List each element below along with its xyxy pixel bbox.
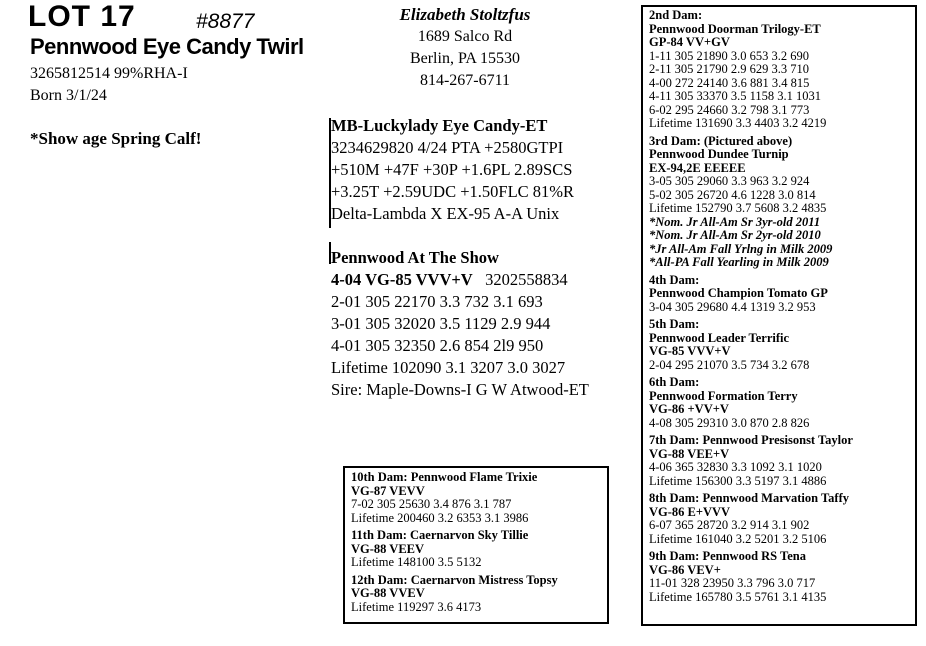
consignor-name: Elizabeth Stoltzfus: [399, 5, 531, 24]
pedigree-line: 6th Dam:: [649, 375, 700, 389]
sire-line: Delta-Lambda X EX-95 A-A Unix: [331, 204, 560, 223]
pedigree-line: VG-86 VEV+: [649, 562, 721, 577]
pedigree-line: 2-11 305 21790 2.9 629 3.3 710: [649, 62, 809, 76]
pedigree-entry: [649, 492, 853, 546]
pedigree-entry: [649, 135, 853, 270]
pedigree-line: 7th Dam: Pennwood Presisonst Taylor: [649, 433, 853, 447]
show-note: *Show age Spring Calf!: [30, 129, 202, 148]
ancestor-line: Lifetime 200460 3.2 6353 3.1 3986: [351, 510, 529, 525]
dam-class-line: [331, 269, 589, 291]
pedigree-line: 5th Dam:: [649, 317, 700, 331]
cow-id-line: 3265812514 99%RHA-I: [30, 65, 188, 82]
dam-classification: 4-04 VG-85 VVV+V: [331, 270, 473, 289]
pedigree-line: 2nd Dam:: [649, 8, 703, 22]
pedigree-box: [641, 5, 917, 626]
pedigree-line: *All-PA Fall Yearling in Milk 2009: [649, 255, 829, 269]
pedigree-line: GP-84 VV+GV: [649, 35, 730, 49]
pedigree-line: EX-94,2E EEEEE: [649, 160, 746, 175]
ancestors-list: [351, 471, 558, 614]
consignor-address-1: 1689 Salco Rd: [417, 28, 513, 45]
pedigree-line: VG-85 VVV+V: [649, 344, 731, 358]
pedigree-line: 6-07 365 28720 3.2 914 3.1 902: [649, 518, 810, 532]
pedigree-line: 1-11 305 21890 3.0 653 3.2 690: [649, 48, 809, 63]
ancestor-line: 7-02 305 25630 3.4 876 3.1 787: [351, 497, 512, 511]
dam-record: 2-01 305 22170 3.3 732 3.1 693: [331, 292, 543, 311]
pedigree-line: 5-02 305 26720 4.6 1228 3.0 814: [649, 187, 816, 202]
pedigree-entry: [649, 434, 853, 488]
dam-reg: 3202558834: [485, 270, 568, 289]
pedigree-line: Lifetime 165780 3.5 5761 3.1 4135: [649, 589, 827, 604]
ancestor-line: Lifetime 148100 3.5 5132: [351, 555, 482, 569]
sire-line: +3.25T +2.59UDC +1.50FLC 81%R: [331, 182, 575, 201]
pedigree-line: 3rd Dam: (Pictured above): [649, 133, 793, 148]
pedigree-entry: [649, 9, 853, 131]
pedigree-line: *Nom. Jr All-Am Sr 3yr-old 2011: [649, 214, 821, 229]
pedigree-line: 3-05 305 29060 3.3 963 3.2 924: [649, 174, 810, 188]
sire-line: 3234629820 4/24 PTA +2580GTPI: [331, 138, 564, 157]
ancestor-line: VG-88 VEEV: [351, 541, 425, 556]
pedigree-entry: [649, 274, 853, 315]
pedigree-line: Pennwood Doorman Trilogy-ET: [649, 21, 821, 36]
sire-dam-block: [331, 115, 589, 401]
pedigree-line: 3-04 305 29680 4.4 1319 3.2 953: [649, 299, 816, 314]
pedigree-line: VG-88 VEE+V: [649, 446, 730, 461]
ancestor-line: VG-88 VVEV: [351, 586, 425, 600]
pedigree-line: VG-86 +VV+V: [649, 402, 729, 416]
pedigree-line: Pennwood Formation Terry: [649, 388, 798, 403]
consignor-phone: 814-267-6711: [419, 72, 511, 89]
ancestor-line: VG-87 VEVV: [351, 483, 425, 498]
pedigree-line: 11-01 328 23950 3.3 796 3.0 717: [649, 576, 816, 590]
ancestors-box: [343, 466, 609, 624]
pedigree-list: [649, 9, 853, 604]
pedigree-line: Pennwood Leader Terrific: [649, 330, 790, 345]
ancestor-line: 11th Dam: Caernarvon Sky Tillie: [351, 528, 529, 542]
pedigree-line: Pennwood Champion Tomato GP: [649, 286, 828, 300]
dam-record: Lifetime 102090 3.1 3207 3.0 3027: [331, 358, 566, 377]
pedigree-line: *Jr All-Am Fall Yrlng in Milk 2009: [649, 241, 833, 256]
cow-born: Born 3/1/24: [30, 87, 107, 104]
pedigree-entry: [649, 376, 853, 430]
dam-record: 4-01 305 32350 2.6 854 2l9 950: [331, 336, 544, 355]
pedigree-line: 2-04 295 21070 3.5 734 3.2 678: [649, 357, 810, 372]
ancestor-entry: [351, 471, 558, 525]
pedigree-line: Lifetime 152790 3.7 5608 3.2 4835: [649, 201, 827, 215]
dam-name: Pennwood At The Show: [331, 248, 499, 267]
ancestor-entry: [351, 529, 558, 570]
pedigree-line: 4-11 305 33370 3.5 1158 3.1 1031: [649, 89, 821, 103]
lot-number: #8877: [196, 10, 255, 33]
pedigree-line: 6-02 295 24660 3.2 798 3.1 773: [649, 102, 810, 117]
pedigree-line: Lifetime 131690 3.3 4403 3.2 4219: [649, 116, 827, 130]
pedigree-entry: [649, 318, 853, 372]
cow-name: Pennwood Eye Candy Twirl: [30, 34, 304, 59]
pedigree-line: 9th Dam: Pennwood RS Tena: [649, 549, 806, 563]
pedigree-line: Lifetime 161040 3.2 5201 3.2 5106: [649, 531, 827, 546]
consignor-block: [395, 4, 535, 92]
ancestor-line: 10th Dam: Pennwood Flame Trixie: [351, 470, 538, 484]
pedigree-line: 4-00 272 24140 3.6 881 3.4 815: [649, 75, 810, 90]
pedigree-entry: [649, 550, 853, 604]
pedigree-line: 4th Dam:: [649, 272, 700, 287]
ancestor-line: 12th Dam: Caernarvon Mistress Topsy: [351, 572, 558, 587]
ancestor-entry: [351, 574, 558, 615]
pedigree-line: Pennwood Dundee Turnip: [649, 147, 789, 161]
lot-title: LOT 17: [28, 0, 136, 33]
pedigree-line: 4-06 365 32830 3.3 1092 3.1 1020: [649, 460, 822, 474]
dam-sire: Sire: Maple-Downs-I G W Atwood-ET: [331, 380, 589, 399]
pedigree-line: VG-86 E+VVV: [649, 504, 731, 519]
pedigree-line: *Nom. Jr All-Am Sr 2yr-old 2010: [649, 228, 821, 242]
sire-line: +510M +47F +30P +1.6PL 2.89SCS: [331, 160, 573, 179]
ancestor-line: Lifetime 119297 3.6 4173: [351, 599, 482, 614]
dam-record: 3-01 305 32020 3.5 1129 2.9 944: [331, 314, 551, 333]
pedigree-line: 8th Dam: Pennwood Marvation Taffy: [649, 491, 850, 505]
consignor-address-2: Berlin, PA 15530: [409, 50, 521, 67]
pedigree-line: 4-08 305 29310 3.0 870 2.8 826: [649, 415, 810, 430]
pedigree-line: Lifetime 156300 3.3 5197 3.1 4886: [649, 473, 827, 488]
sire-name: MB-Luckylady Eye Candy-ET: [331, 116, 548, 135]
